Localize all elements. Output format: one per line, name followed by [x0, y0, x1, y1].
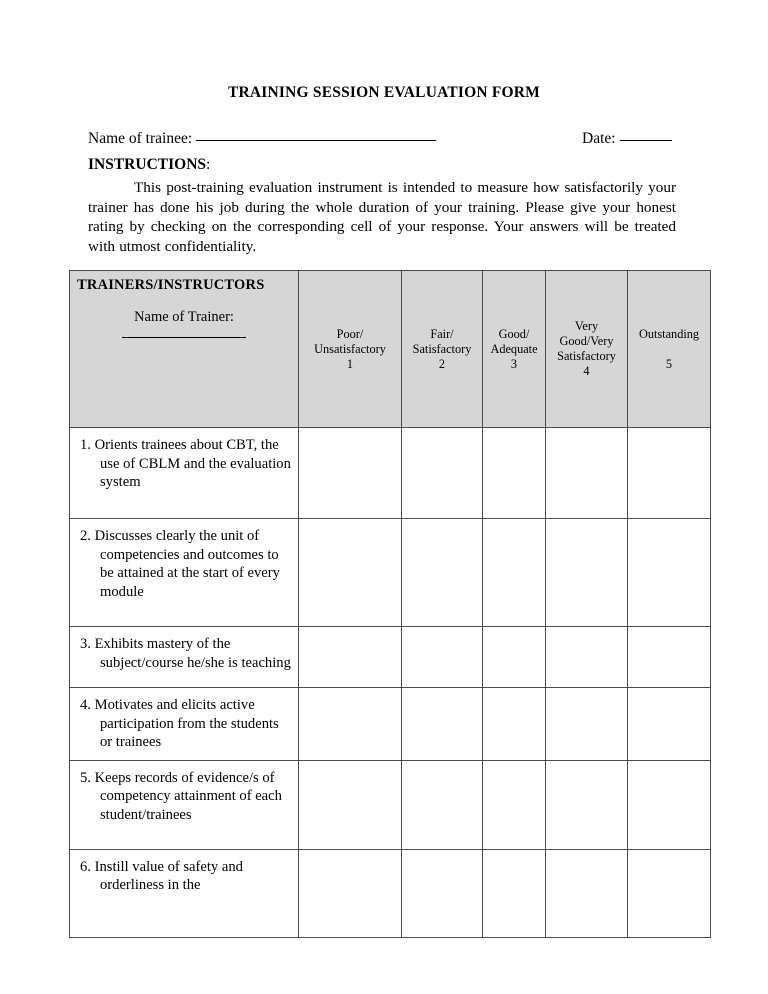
table-header-row [70, 271, 711, 428]
scale-3-line2: Adequate [490, 341, 538, 356]
scale-4-line3: Satisfactory [557, 349, 616, 363]
scale-3-line1: Good/ [498, 326, 530, 341]
identity-line [88, 130, 688, 152]
rating-cell-2-4[interactable] [546, 519, 628, 627]
scale-2-line1: Fair/ [430, 326, 454, 341]
rating-cell-6-5[interactable] [628, 849, 711, 937]
criterion-cell-1 [70, 428, 299, 519]
criterion-cell-3 [70, 627, 299, 688]
scale-header-5 [628, 271, 711, 428]
criterion-text-2 [80, 527, 294, 601]
rating-cell-3-3[interactable] [483, 627, 546, 688]
scale-5-number: 5 [665, 356, 673, 371]
criterion-number-5: 5. [80, 769, 91, 786]
criterion-label-5: Keeps records of evidence/s of competency attainment of each student/trainees [94, 769, 282, 823]
criterion-cell-4 [70, 688, 299, 761]
trainer-name-blank[interactable] [122, 337, 246, 338]
rating-cell-2-3[interactable] [483, 519, 546, 627]
instructions-heading [88, 156, 210, 174]
rating-cell-4-5[interactable] [628, 688, 711, 761]
rating-cell-6-4[interactable] [546, 849, 628, 937]
rating-cell-3-1[interactable] [299, 627, 402, 688]
criterion-label-2: Discusses clearly the unit of competencies and outcomes to be attained at the start of every module [94, 528, 280, 600]
scale-4-line1: Very [574, 319, 599, 333]
criterion-text-6 [80, 858, 294, 895]
scale-3-number: 3 [510, 356, 518, 371]
date-field[interactable] [582, 130, 672, 148]
rating-cell-1-2[interactable] [402, 428, 483, 519]
criterion-number-1: 1. [80, 437, 91, 453]
scale-1-line1: Poor/ [336, 326, 364, 341]
criterion-cell-2 [70, 519, 299, 627]
rating-cell-5-5[interactable] [628, 760, 711, 849]
criterion-cell-5 [70, 760, 299, 849]
rating-cell-3-2[interactable] [402, 627, 483, 688]
scale-5-label: Outstanding [638, 326, 700, 341]
scale-4-line2: Good/Very [559, 334, 614, 348]
criterion-text-1 [80, 436, 294, 492]
rating-cell-4-1[interactable] [299, 688, 402, 761]
criterion-text-5 [80, 769, 294, 825]
trainee-name-blank[interactable] [196, 140, 436, 141]
rating-cell-4-2[interactable] [402, 688, 483, 761]
criterion-number-4: 4. [80, 697, 91, 713]
scale-1-number: 1 [346, 356, 354, 371]
rating-cell-6-2[interactable] [402, 849, 483, 937]
rating-cell-5-3[interactable] [483, 760, 546, 849]
rating-cell-4-3[interactable] [483, 688, 546, 761]
rating-cell-3-4[interactable] [546, 627, 628, 688]
instructions-paragraph: This post-training evaluation instrument is intended to measure how satisfactorily your trainer has done his job during the whole duration of your training. Please give your honest rating by checking on the corresponding cell of your response. Your answers will be treated with utmost confidentiality. [88, 179, 676, 255]
scale-header-2 [402, 271, 483, 428]
instructions-heading-colon: : [206, 156, 211, 173]
rating-cell-6-3[interactable] [483, 849, 546, 937]
scale-header-4 [546, 271, 628, 428]
rating-cell-1-1[interactable] [299, 428, 402, 519]
trainer-name-label: Name of Trainer: [134, 309, 234, 325]
criterion-label-4: Motivates and elicits active participation from the students or trainees [94, 697, 279, 750]
table-row [70, 519, 711, 627]
rating-cell-2-5[interactable] [628, 519, 711, 627]
table-row [70, 688, 711, 761]
table-row [70, 760, 711, 849]
rating-cell-4-4[interactable] [546, 688, 628, 761]
criterion-cell-6 [70, 849, 299, 937]
rating-cell-2-2[interactable] [402, 519, 483, 627]
rating-cell-2-1[interactable] [299, 519, 402, 627]
date-label: Date: [582, 130, 616, 147]
evaluation-table [69, 270, 711, 938]
trainers-section-title: TRAINERS/INSTRUCTORS [77, 277, 265, 293]
rating-cell-6-1[interactable] [299, 849, 402, 937]
scale-2-number: 2 [438, 356, 446, 371]
criterion-number-3: 3. [80, 636, 91, 652]
scale-4-number: 4 [583, 364, 590, 378]
criterion-label-6: Instill value of safety and orderliness in the [94, 858, 243, 893]
instructions-heading-text: INSTRUCTIONS [88, 156, 207, 173]
table-row [70, 627, 711, 688]
rating-cell-3-5[interactable] [628, 627, 711, 688]
rating-cell-5-2[interactable] [402, 760, 483, 849]
criterion-text-4 [80, 696, 294, 752]
rating-cell-1-4[interactable] [546, 428, 628, 519]
table-row [70, 849, 711, 937]
scale-header-3 [483, 271, 546, 428]
scale-2-line2: Satisfactory [412, 341, 472, 356]
criterion-label-1: Orients trainees about CBT, the use of CBLM and the evaluation system [94, 437, 291, 490]
criterion-number-2: 2. [80, 528, 91, 544]
criterion-text-3 [80, 635, 294, 672]
criterion-label-3: Exhibits mastery of the subject/course he/she is teaching [94, 636, 291, 671]
trainee-name-field[interactable] [88, 130, 436, 148]
rating-cell-1-5[interactable] [628, 428, 711, 519]
trainee-name-label: Name of trainee: [88, 130, 193, 147]
table-row [70, 428, 711, 519]
trainers-header-cell [70, 271, 299, 428]
rating-cell-5-4[interactable] [546, 760, 628, 849]
scale-header-1 [299, 271, 402, 428]
page-title: TRAINING SESSION EVALUATION FORM [227, 84, 540, 101]
criterion-number-6: 6. [80, 858, 91, 875]
rating-cell-5-1[interactable] [299, 760, 402, 849]
rating-cell-1-3[interactable] [483, 428, 546, 519]
date-blank[interactable] [620, 140, 672, 141]
scale-1-line2: Unsatisfactory [314, 341, 386, 356]
